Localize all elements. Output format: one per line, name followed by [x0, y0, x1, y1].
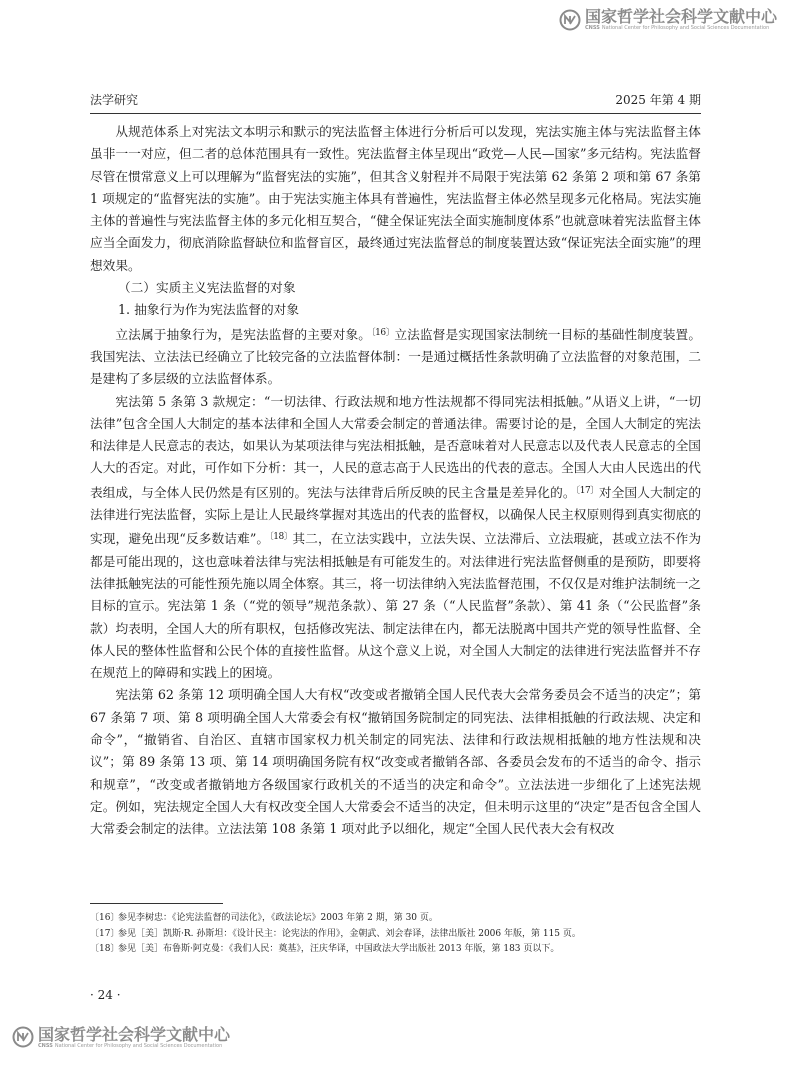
issue-label: 2025 年第 4 期: [615, 93, 701, 107]
footnote-item: [90, 927, 701, 943]
footnote-number: 〔17〕: [90, 928, 120, 939]
watermark-abbr: CNSS: [584, 24, 600, 31]
watermark-title: 国家哲学社会科学文献中心: [38, 1024, 231, 1044]
paragraph: 从规范体系上对宪法文本明示和默示的宪法监督主体进行分析后可以发现，宪法实施主体与宪法监督主体虽非一一对应，但二者的总体范围具有一致性。宪法监督主体呈现出“政党—人民—国家”多元结构。宪法监督尽管在惯常意义上可以理解为“监督宪法的实施”，但其含义射程并不局限于宪法第 62 条第 2 项和第 67 条第 1 项规定的“监督宪法的实施”。由于宪法实施主体具有普遍性，宪法监督主体必然呈现多元化格局。宪法实施主体的普遍性与宪法监督主体的多元化相互契合，“健全保证宪法全面实施制度体系”也就意味着宪法监督主体应当全面发力，彻底消除监督缺位和监督盲区，最终通过宪法监督总的制度装置达致“保证宪法全面实施”的理想效果。: [90, 124, 701, 273]
paragraph-text: 立法监督是实现国家法制统一目标的基础性制度装置。我国宪法、立法法已经确立了比较完备的立法监督体制：一是通过概括性条款明确了立法监督的对象范围，二是建构了多层级的立法监督体系。: [90, 326, 702, 387]
watermark-english: National Center for Philosophy and Social Sciences Documentation: [601, 24, 770, 31]
footnote-text: 参见［美］布鲁斯·阿克曼：《我们人民：奠基》，汪庆华译，中国政法大学出版社 2013 年版，第 183 页以下。: [118, 944, 560, 955]
nssd-watermark-bottom: [12, 1026, 230, 1049]
paragraph: [90, 322, 701, 391]
nssd-logo-icon: [12, 1026, 34, 1048]
nssd-watermark-top: [559, 8, 777, 31]
footnote-ref[interactable]: 〔16〕: [371, 327, 395, 338]
paragraph: 宪法第 62 条第 12 项明确全国人大有权“改变或者撤销全国人民代表大会常务委员会不适当的决定”；第 67 条第 7 项、第 8 项明确全国人大常委会有权“撤销国务院制定的同宪法、法律相抵触的行政法规、决定和命令”，“撤销省、自治区、直辖市国家权力机关制定的同宪法、法律和行政法规相抵触的地方性法规和决议”；第 89 条第 13 项、第 14 项明确国务院有权“改变或者撤销各部、各委员会发布的不适当的命令、指示和规章”，“改变或者撤销地方各级国家行政机关的不适当的决定和命令”。立法法进一步细化了上述宪法规定。例如，宪法规定全国人大有权改变全国人大常委会不适当的决定，但未明示这里的“决定”是否包含全国人大常委会制定的法律。立法法第 108 条第 1 项对此予以细化，规定“全国人民代表大会有权改: [90, 687, 701, 837]
watermark-english: National Center for Philosophy and Social Sciences Documentation: [54, 1042, 223, 1049]
header-rule: [90, 113, 701, 114]
paragraph-text: 对全国人大制定的法律进行宪法监督，实际上是让人民最终掌握对其选出的代表的监督权，以确保人民主权原则得到真实彻底的实现，避免出现“反多数诘难”。: [90, 484, 702, 547]
footnote-number: 〔18〕: [90, 944, 120, 955]
running-head: [90, 91, 701, 108]
article-body: [90, 121, 701, 841]
paragraph: [90, 391, 701, 685]
paragraph-text: 宪法第 5 条第 3 款规定：“一切法律、行政法规和地方性法规都不得同宪法相抵触。”从语义上讲，“一切法律”包含全国人大制定的基本法律和全国人大常委会制定的普通法律。需要讨论的是，全国人大制定的宪法和法律是人民意志的表达，如果认为某项法律与宪法相抵触，是否意味着对人民意志以及代表人民意志的全国人大的否定。对此，可作如下分析：其一，人民的意志高于人民选出的代表的意志。全国人大由人民选出的代表组成，与全体人民仍然是有区别的。宪法与法律背后所反映的民主含量是差异化的。: [90, 393, 701, 500]
footnote-item: [90, 911, 701, 927]
footnote-text: 参见［美］凯斯·R. 孙斯坦：《设计民主：论宪法的作用》，金朝武、刘会春译，法律出版社 2006 年版，第 115 页。: [118, 928, 581, 939]
paragraph-text: 其二，在立法实践中，立法失误、立法滞后、立法瑕疵，甚或立法不作为都是可能出现的，这也意味着法律与宪法相抵触是有可能发生的。对法律进行宪法监督侧重的是预防，即要将法律抵触宪法的可能性预先施以周全体察。其三，将一切法律纳入宪法监督范围，不仅仅是对维护法制统一之目标的宣示。宪法第 1 条（“党的领导”规范条款）、第 27 条（“人民监督”条款）、第 41 条（“公民监督”条款）均表明，全国人大的所有职权，包括修改宪法、制定法律在内，都无法脱离中国共产党的领导性监督、全体人民的整体性监督和公民个体的直接性监督。从这个意义上说，对全国人大制定的法律进行宪法监督并不存在规范上的障碍和实践上的困境。: [90, 531, 702, 681]
footnote-rule: [90, 903, 223, 904]
footnote-text: 参见李树忠：《论宪法监督的司法化》，《政法论坛》2003 年第 2 期，第 30 页。: [118, 913, 438, 923]
nssd-logo-icon: [559, 9, 581, 31]
footnote-item: [90, 942, 701, 958]
watermark-title: 国家哲学社会科学文献中心: [584, 7, 777, 26]
section-heading: （二）实质主义宪法监督的对象: [117, 280, 296, 296]
footnote-ref[interactable]: 〔17〕: [575, 485, 599, 496]
page-number: · 24 ·: [90, 988, 121, 1002]
footnotes: [90, 911, 701, 958]
footnote-ref[interactable]: 〔18〕: [269, 532, 293, 543]
journal-name: 法学研究: [90, 93, 139, 107]
footnote-number: 〔16〕: [90, 913, 120, 923]
watermark-abbr: CNSS: [38, 1042, 53, 1049]
paragraph-text: 立法属于抽象行为，是宪法监督的主要对象。: [115, 326, 372, 342]
subsection-heading: 1. 抽象行为作为宪法监督的对象: [117, 302, 300, 318]
